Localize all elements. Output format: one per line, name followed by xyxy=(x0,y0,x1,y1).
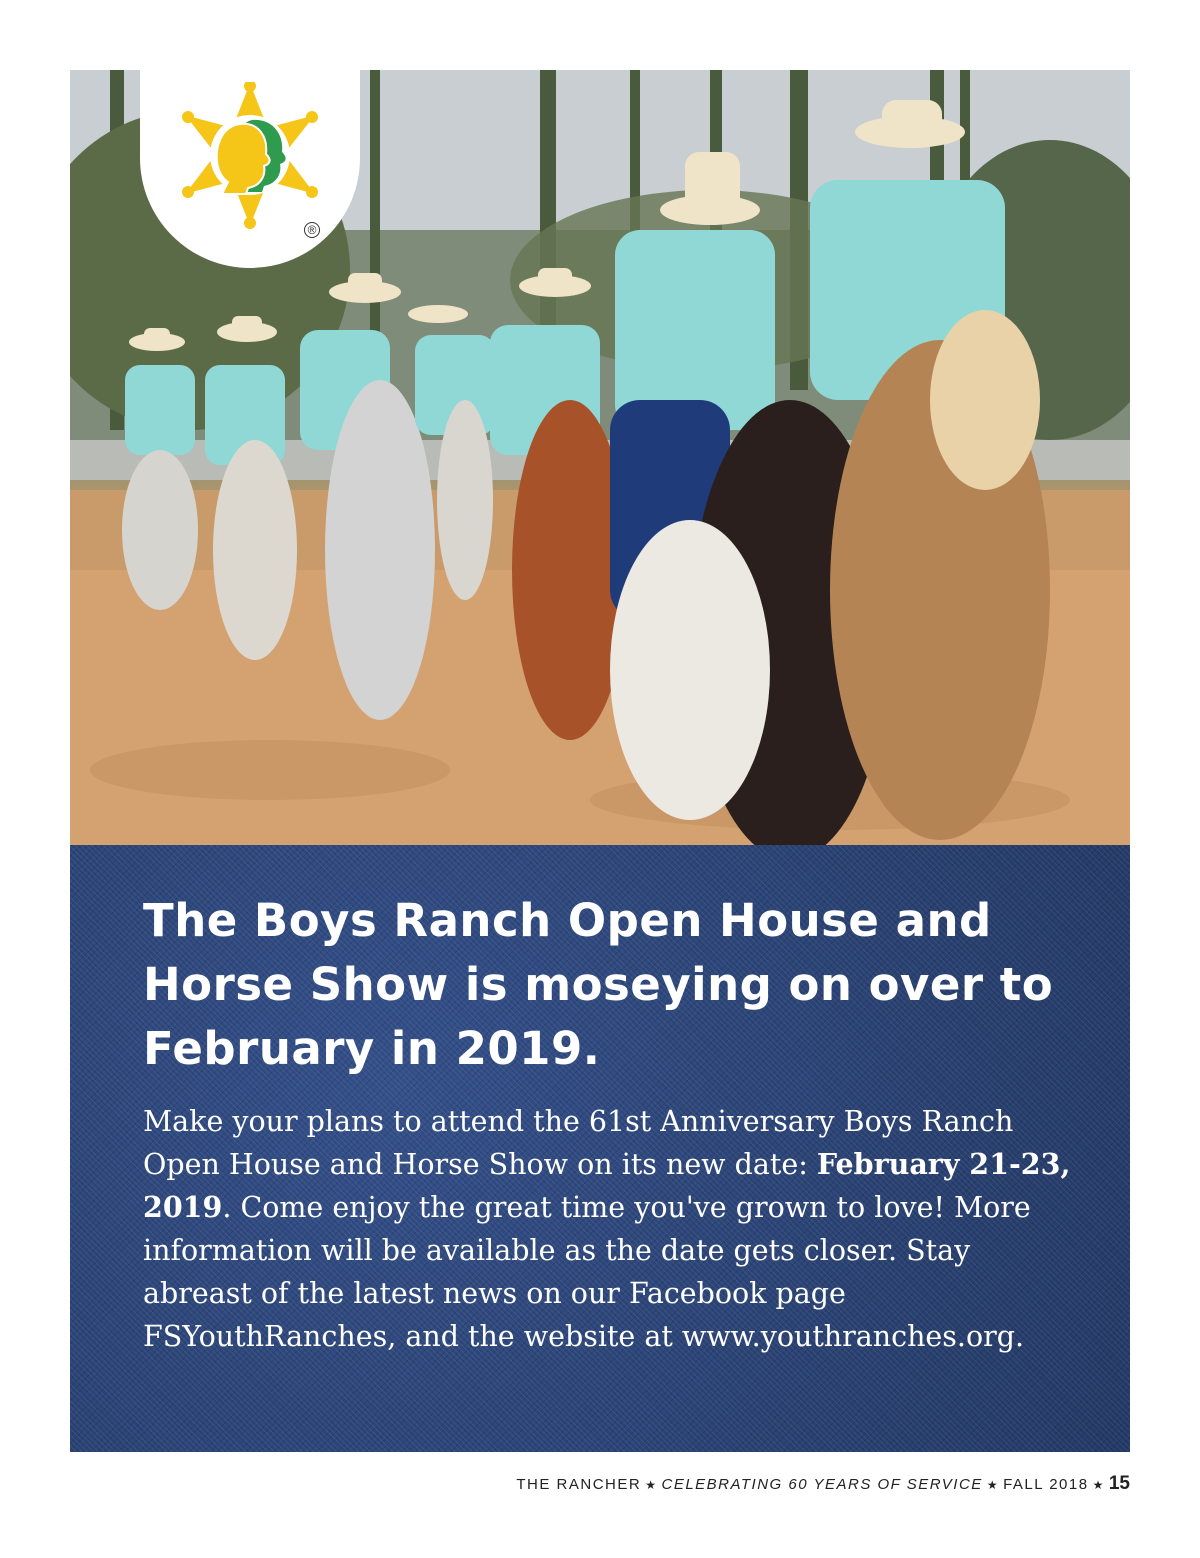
article-panel xyxy=(70,845,1130,1452)
publication-name: THE RANCHER xyxy=(516,1476,642,1493)
event-dates: February 21-23, 2019 xyxy=(143,1147,1071,1224)
page-footer xyxy=(516,1473,1130,1495)
star-separator-icon: ★ xyxy=(1092,1478,1105,1492)
article-body xyxy=(143,1100,1078,1358)
registered-mark: ® xyxy=(304,222,320,238)
footer-tagline: CELEBRATING 60 YEARS OF SERVICE xyxy=(661,1476,983,1493)
star-separator-icon: ★ xyxy=(645,1478,658,1492)
body-text-start: Make your plans to attend the 61st Anniversary Boys Ranch Open House and Horse Show on its new date: xyxy=(143,1105,1014,1181)
article-headline: The Boys Ranch Open House and Horse Show is moseying on over to February in 2019. xyxy=(143,894,1054,1075)
sheriff-star-logo-icon xyxy=(170,82,330,232)
body-text-end: . Come enjoy the great time you've grown to love! More information will be available as the date gets closer. Stay abreast of the latest news on our Facebook page FSYouthRanches, and the website at www.youthranches.org. xyxy=(143,1191,1031,1353)
star-separator-icon: ★ xyxy=(986,1478,1000,1492)
page-number: 15 xyxy=(1108,1473,1130,1494)
issue-label: FALL 2018 xyxy=(1003,1476,1089,1493)
